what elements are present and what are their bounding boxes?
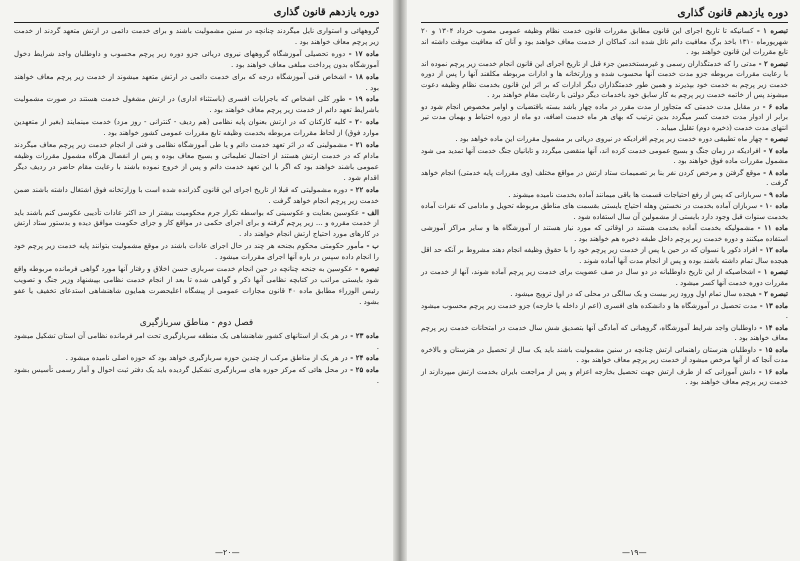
article: ماده ۲۵ - در محل هائی که مرکز حوزه های سربازگیری تشکیل گردیده باید یک دفتر ثبت احوال و آمار رسمی تأسیس بشود . [14,365,379,386]
article: ماده ۲۰ - کلیه کارکنان که در ارتش بعنوان پایه نظامی (هم ردیف - کنترانی - روز مزد) خدمت مینمایند (بغیر از متعهدین موارد فوق) از لحاظ مقررات مربوطه بخدمت وظیفه تابع مقررات عمومی کشور خواهند بود . [14,117,379,138]
article: ب - مأمور حکومتی محکوم بجنحه هر چند در حال اجرای عادات باشند در موقع مشمولیت بتوانند پایه خدمت زیر پرچم خود را انجام داده سپس در باره آنها اجرای مقررات میشود . [14,241,379,262]
article: تبصره - چهار ماه تطبیقی دوره خدمت زیر پرچم افرادیکه در نیروی دریائی بر مشمول مقررات این ماده خواهد بود . [455,134,788,143]
right-page-number: —۱۹— [622,548,647,557]
article: ماده ۸ - موقع گرفتن و مرخص کردن نفر بنا بر تصمیمات ستاد ارتش در مواقع مختلف (وی مقررات پایه خدمتی) انجام خواهد گرفت . [421,167,789,187]
article: ماده ۱۶ - دانش آموزانی که از طرف ارتش جهت تحصیل بخارجه اعزام و پس از مراجعت بایران بخدمت ارتش میپردازند از خدمت زیر پرچم معاف خواهند بود . [421,366,788,386]
right-page-header: دوره یازدهم قانون گذاری [421,6,788,23]
left-page-body [14,26,379,387]
article: گروههائی و استواری نایل میگردند چنانچه در سنین مشمولیت باشند و برای خدمت دائمی در ارتش متعهد گردند از خدمت زیر پرچم معاف خواهند بود . [14,26,379,46]
left-page [0,0,393,561]
article: الف - عکوسین بعنایت و عکوسینی که بواسطه تکرار جرم محکومیت بیشتر از حد اکثر عادات تأدیبی عکوسی کنم باشند باید از خدمت مقرره و ... زیر پرچم گرفته و برای اجرای حکمی در مواقع کار و جزای حکومت موافق دیده و بدستور ستاد ارتش در کارهای مورد احتیاج ارتش انجام خواهند داد . [14,207,379,239]
article: ماده ۱۳ - مدت تحصیل در آموزشگاه ها و دانشکده های افسری (اعم از داخله یا خارجه) جزو خدمت زیر پرچم محسوب میشود . [421,300,789,320]
article: ماده ۱۸ - اشخاص فنی آموزشگاه درجه که برای خدمت دائمی در ارتش متعهد میشوند از خدمت زیر پرچم معاف خواهند بود . [14,71,379,92]
article: ماده ۱۷ - دوره تحصیلی آموزشگاه گروههای نیروی دریائی جزو دوره زیر پرچم محسوب و داوطلبان واجد شرایط دخول آموزشگاه بدون پرداخت مبلغی معاف خواهند بود . [14,48,379,69]
article: ماده ۶ - در مقابل مدت خدمتی که متجاوز از مدت مقرر در ماده چهار باشد بسته باقتضیات و اوامر مخصوص انجام شود دو برابر از ادوار مدت خدمت کسر میگردد بدین ترتیب که بهای هر ماه خدمت اضافه، دو ماه از دوره احتیاط و بهمان مدت تیر انتهای مدت خدمت (ذخیره دوم) تقلیل مییابد . [421,101,789,132]
section-title: فصل دوم - مناطق سربازگیری [139,317,254,328]
article: تبصره ۱ - اشخاصیکه از این تاریخ داوطلبانه در دو سال در صف عضویت برای خدمت زیر پرچم آماده شوند، آنها از خدمت در مقررات دوره خدمت آنها کسر میشود . [421,267,788,287]
article: ماده ۱۴ - داوطلبان واجد شرایط آموزشگاه، گروهبانی که آمادگی آنها بتصدیق شش سال خدمت در امتحانات خدمت زیر پرچم معاف خواهند بود . [421,322,789,342]
article: ماده ۲۴ - در هر یک از مناطق مرکب از چندین حوزه سربازگیری خواهد بود که حوزه اصلی نامیده میشود . [65,353,379,363]
article: تبصره - عکوسین به جنحه چنانچه در حین انجام خدمت سربازی حسن اخلاق و رفتار آنها مورد گواهی فرمانده مربوطه واقع شود بایستی مراتب در کتابچه نظامی آنها ذکر و گواهی شده تا بعد از انجام خدمت نظامی بپیشنهاد وزیر جنگ و تصویب رئیس الوزراء مطابق ماده ۴۰ قانون مجازات عمومی از پیشگاه اعلیحضرت همایون شاهنشاهی استدعای تخفیف یا عفو بشود . [14,264,379,306]
book-gutter [393,0,407,561]
article: ماده ۱۱ - مشمولیکه بخدمت آماده بخدمت هستند در اوقاتی که مورد نیاز هستند از آموزشگاه ها و سایر مراکز آموزشی استفاده میکنند و دوره خدمت زیر پرچم داخل طبقه ذخیره هم خواهند بود . [421,223,789,243]
article: تبصره ۲ - هیجده سال تمام اول ورود زیر بیست و یک سالگی در محلی که در اول ترویج میشود . [510,289,788,298]
article: ماده ۲۳ - در هر یک از استانهای کشور شاهنشاهی یک منطقه سربازگیری تحت امر فرمانده نظامی آن استان تشکیل میشود . [14,330,379,351]
right-page [407,0,800,561]
left-page-number: —۲۰— [215,548,240,557]
left-page-header: دوره یازدهم قانون گذاری [14,6,379,23]
article: ماده ۱۲ - افراد ذکور یا نسوان که در حین یا پس از خدمت زیر پرچم خود را با حقوق وظیفه انجام دهند مشروط بر آنکه حد اقل هیجده سال تمام داشته باشند بوده و پس از انجام مدت آنها آماده شوند . [421,245,789,265]
article: ماده ۱۰ - سربازان آماده بخدمت در نخستین وهله احتیاج بایستی بقسمت های مناطق مربوطه تحویل و مادامی که نفرات آماده بخدمت سنوات قبل وجود دارد بایستی از مشمولین آن سال استفاده شود . [421,201,788,221]
article: ماده ۱۵ - داوطلبان هنرستان راهنمائی ارتش چنانچه در سنین مشمولیت باشند باید یک سال از تحصیل در هنرستان و بالاخره مدت آنجا که از آنها مرخص میشود از خدمت زیر پرچم معاف خواهند بود . [421,344,789,364]
article: ماده ۹ - سربازانی که پس از رفع احتیاجات قسمت ها باقی میمانند آماده بخدمت نامیده میشوند . [508,189,788,199]
article: تبصره ۱ - کسانیکه تا تاریخ اجرای این قانون مطابق مقررات قانون خدمت نظام وظیفه عمومی مصوب خرداد ۱۳۰۴ و ۲۰ شهریورماه ۱۳۱۰ باخذ برگ معافیت دائم نائل شده اند، کماکان از خدمت معاف خواهند بود و آنان که معافیت موقت داشته اند تابع مقررات این قانون خواهند بود . [421,26,788,56]
right-page-body [421,26,788,388]
article: تبصره ۲ - مدتی را که خدمتگذاران رسمی و غیرمستخدمین جزء قبل از تاریخ اجرای این قانون انجام خدمت زیر پرچم نموده اند با رعایت مقررات مربوطه جزو مدت خدمت آنها محسوب شده و وزارتخانه ها و ادارات مربوطه مکلفند آنها را پس از دوره خدمت زیر پرچم به خدمت خود بپذیرند و همین طور خدمتگذاران دیگر ادارات که بر اثر این قانون بخدمت نظام وظیفه دعوت میشوند پس از خاتمه خدمت زیر پرچم به کار سابق خود باخدمات دیگر دولتی با رعایت مقام خواهند برد . [421,58,788,99]
article: ماده ۱۹ - طور کلی اشخاص که باجرایات افسری (باستثناء اداری) در ارتش مشغول خدمت هستند در صورت مشمولیت باشرایط تعهد دائم از خدمت زیر پرچم معاف خواهند بود . [14,94,379,115]
article: ماده ۲۱ - مشمولینی که در اثر تعهد خدمت دائم و یا طی آموزشگاه نظامی و فنی از انجام خدمت زیر پرچم معاف میگردند مادام که در خدمت ارتش هستند از احتمال تعلیماتی و بسیج معاف بوده و پس از انفصال هرگاه مشمول مقررات وظیفه عمومی باشند خواهند بود که اگر با این تعهد خدمت دائم و پس از خروج نموده باشند با رعایت مقام حاضر در ردیف دیگر اقدام شود . [14,140,379,182]
article: ماده ۲۲ - دوره مشمولیتی که قبلا از تاریخ اجرای این قانون گذرانده شده است با وزارتخانه فوق اشتغال داشته باشند ضمن خدمت زیر پرچم انجام خواهد گرفت . [14,184,379,205]
article: ماده ۷ - افرادیکه در زمان جنگ و بسیج عمومی خدمت کرده اند، آنها منقضی میگردد و تابانیان جنگ خدمت آنها تمدید می شود مشمول مقررات ماده فوق خواهند بود . [421,145,789,165]
